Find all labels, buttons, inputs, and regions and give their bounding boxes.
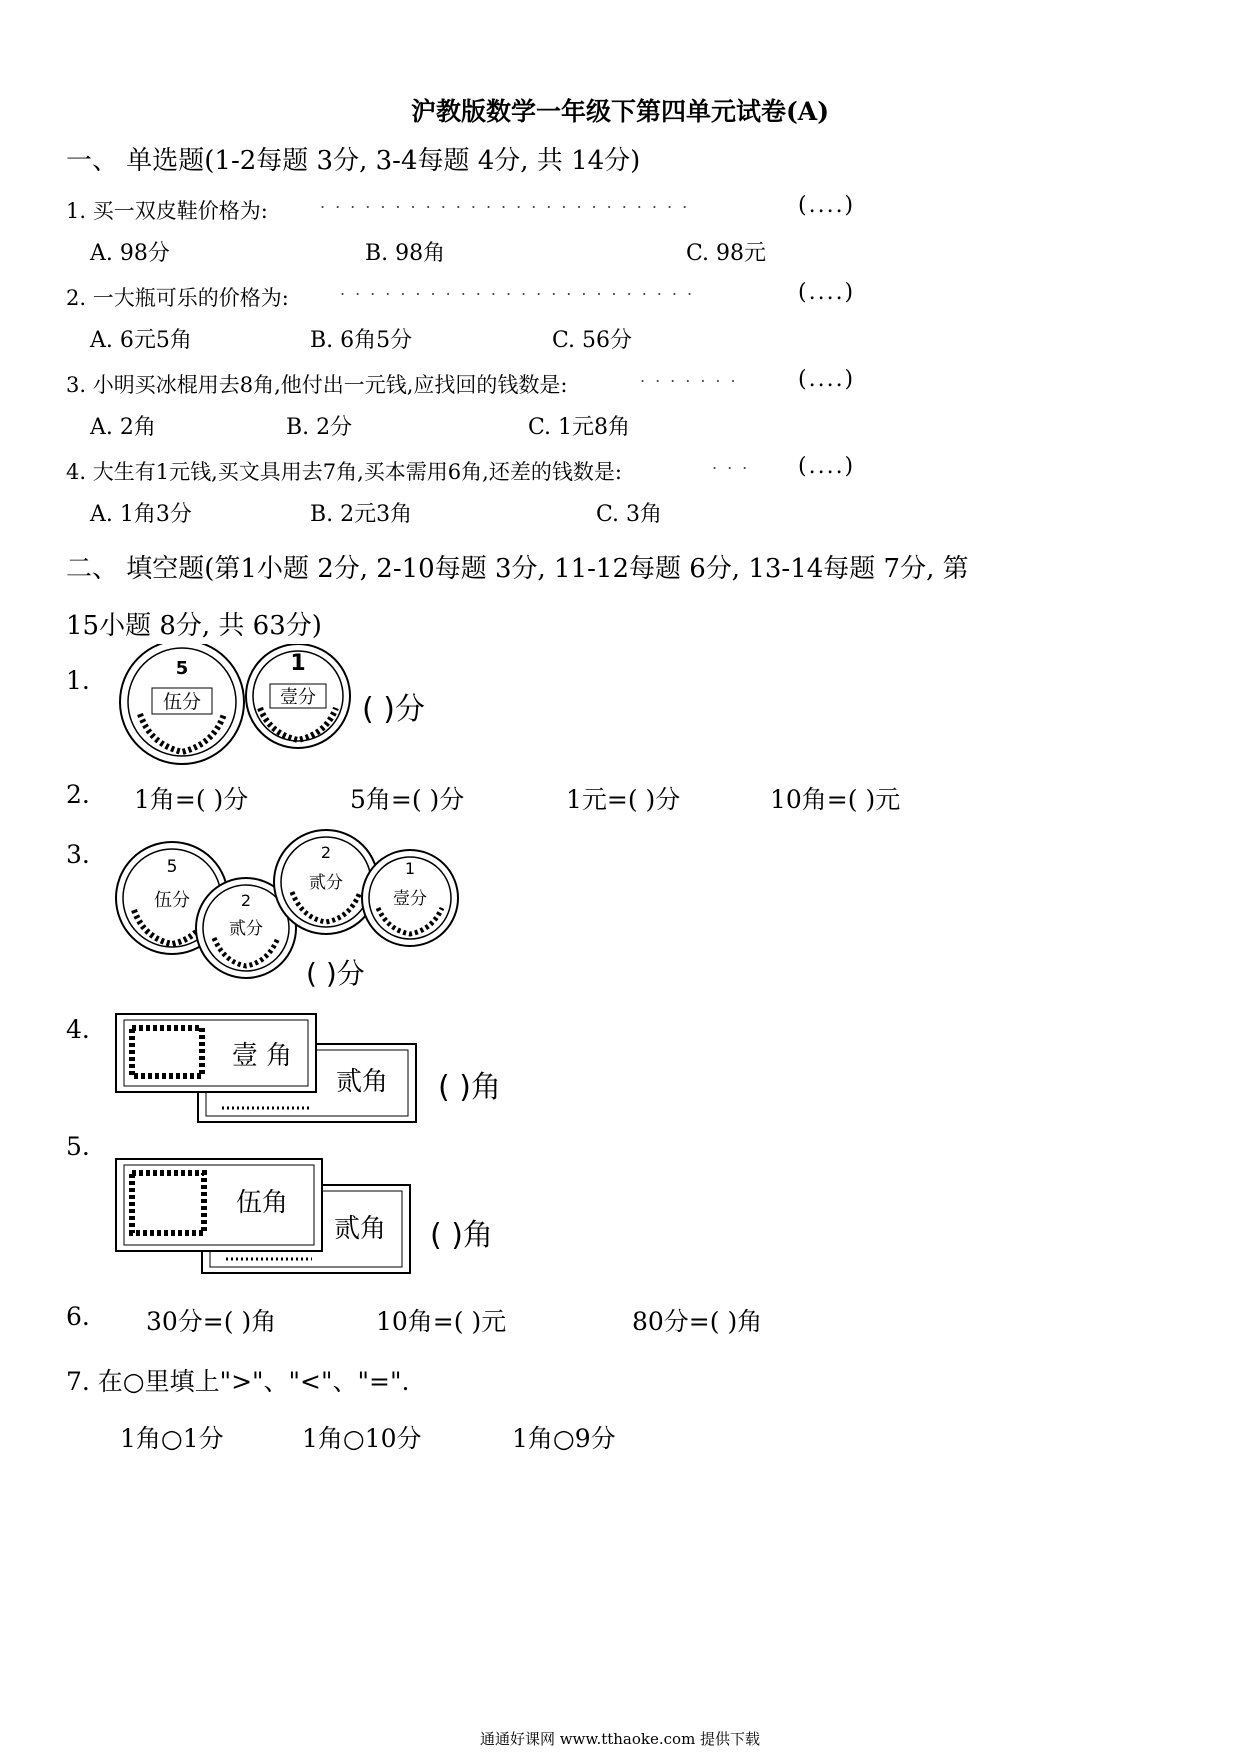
- mc-2-option-a: A. 6元5角: [90, 328, 192, 353]
- coin-face-text: 壹分: [393, 889, 427, 909]
- mc-4-option-c: C. 3角: [596, 502, 663, 527]
- mc-4-option-a: A. 1角3分: [90, 502, 192, 527]
- fill-1-answer: ( )分: [362, 692, 425, 727]
- note-label: 壹 角: [231, 1041, 293, 1071]
- note-5-jiao-front: [116, 1159, 322, 1251]
- answer-paren-1: (....): [798, 193, 856, 218]
- coin-5-fen: [120, 644, 244, 764]
- fill-question-2-number: 2.: [66, 780, 90, 809]
- note-label: 伍角: [235, 1188, 289, 1218]
- fill-2-item-2: 5角=( )分: [350, 785, 465, 814]
- fill-6-item-3: 80分=( )角: [632, 1307, 763, 1336]
- mc-1-option-c: C. 98元: [686, 241, 767, 266]
- mc-question-3-stem: 3. 小明买冰棍用去8角,他付出一元钱,应找回的钱数是:: [66, 373, 568, 397]
- coin-value-numeral: 1: [290, 651, 306, 676]
- mc-question-4-stem: 4. 大生有1元钱,买文具用去7角,买本需用6角,还差的钱数是:: [66, 460, 622, 484]
- fill-7-item-2: 1角○10分: [302, 1424, 422, 1453]
- banknote-figure-5: [112, 1155, 417, 1277]
- mc-2-option-b: B. 6角5分: [310, 328, 413, 353]
- fill-6-item-1: 30分=( )角: [146, 1307, 277, 1336]
- coin-2-fen: [274, 830, 378, 934]
- mc-3-option-c: C. 1元8角: [528, 415, 631, 440]
- fill-6-item-2: 10角=( )元: [376, 1307, 507, 1336]
- coin-face-text: 伍分: [154, 890, 190, 911]
- coin-face-text: 伍分: [162, 691, 202, 713]
- fill-3-answer: ( )分: [306, 957, 365, 990]
- fill-2-item-1: 1角=( )分: [134, 785, 249, 814]
- fill-question-5-number: 5.: [66, 1132, 90, 1161]
- section-1-heading: 一、 单选题(1-2每题 3分, 3-4每题 4分, 共 14分): [66, 146, 641, 176]
- dotted-leader: ........................: [340, 280, 703, 299]
- mc-1-option-a: A. 98分: [90, 241, 170, 266]
- note-label: 贰角: [335, 1067, 389, 1097]
- note-1-jiao-front: [116, 1014, 316, 1092]
- mc-4-option-b: B. 2元3角: [310, 502, 413, 527]
- mc-3-option-a: A. 2角: [90, 415, 156, 440]
- coin-1-fen: [362, 850, 458, 946]
- mc-2-option-c: C. 56分: [552, 328, 633, 353]
- answer-paren-3: (....): [798, 367, 856, 392]
- answer-paren-4: (....): [798, 454, 856, 479]
- mc-question-2-stem: 2. 一大瓶可乐的价格为:: [66, 286, 289, 310]
- coin-value-numeral: 2: [240, 891, 252, 910]
- fill-4-answer: ( )角: [438, 1070, 501, 1105]
- dotted-leader: ...: [712, 454, 758, 473]
- answer-paren-2: (....): [798, 280, 856, 305]
- fill-question-3-number: 3.: [66, 840, 90, 869]
- mc-question-1-stem: 1. 买一双皮鞋价格为:: [66, 199, 268, 223]
- coin-figure-1: [110, 644, 360, 769]
- fill-question-7-stem: 7. 在○里填上">"、"<"、"=".: [66, 1367, 410, 1396]
- fill-question-6-number: 6.: [66, 1302, 90, 1331]
- coin-face-text: 壹分: [280, 687, 316, 708]
- fill-2-item-4: 10角=( )元: [770, 785, 901, 814]
- note-label: 贰角: [333, 1214, 387, 1244]
- fill-2-item-3: 1元=( )分: [566, 785, 681, 814]
- fill-7-item-1: 1角○1分: [120, 1424, 224, 1453]
- coin-face-text: 贰分: [309, 873, 343, 893]
- dotted-leader: .......: [640, 367, 746, 386]
- coin-value-numeral: 5: [175, 658, 189, 679]
- section-2-heading: 二、 填空题(第1小题 2分, 2-10每题 3分, 11-12每题 6分, 13-14每题 7分, 第: [66, 554, 969, 584]
- coin-face-text: 贰分: [229, 919, 263, 939]
- coin-figure-3: [112, 820, 472, 980]
- fill-question-4-number: 4.: [66, 1015, 90, 1044]
- fill-5-answer: ( )角: [430, 1218, 493, 1253]
- mc-1-option-b: B. 98角: [365, 241, 446, 266]
- coin-value-numeral: 5: [166, 857, 178, 877]
- section-2-heading-cont: 15小题 8分, 共 63分): [66, 611, 322, 641]
- fill-question-1-number: 1.: [66, 666, 90, 695]
- mc-3-option-b: B. 2分: [286, 415, 353, 440]
- footer-download-note: 通通好课网 www.tthaoke.com 提供下载: [479, 1730, 761, 1748]
- coin-1-fen: [246, 644, 350, 748]
- dotted-leader: .........................: [320, 193, 698, 212]
- fill-7-item-3: 1角○9分: [512, 1424, 616, 1453]
- banknote-figure-4: [112, 1010, 422, 1126]
- coin-value-numeral: 1: [404, 859, 416, 878]
- page-title: 沪教版数学一年级下第四单元试卷(A): [410, 97, 830, 126]
- coin-value-numeral: 2: [320, 843, 332, 862]
